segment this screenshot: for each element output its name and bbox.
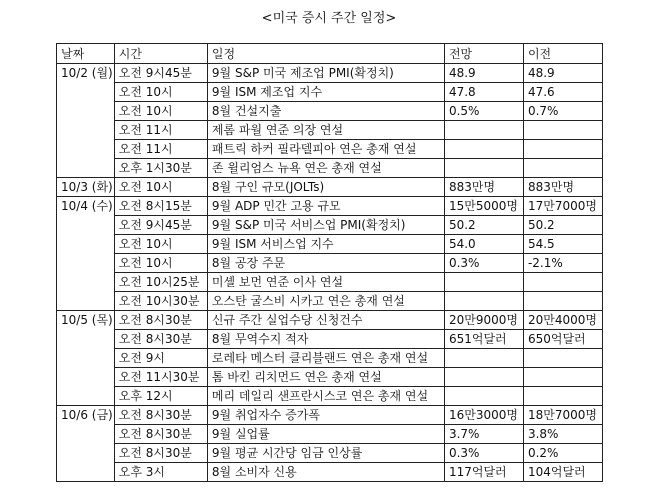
time-cell: 오후 1시30분 bbox=[114, 159, 207, 178]
time-cell: 오후 12시 bbox=[114, 387, 207, 406]
forecast-cell: 15만5000명 bbox=[444, 197, 523, 216]
time-cell: 오전 10시 bbox=[114, 254, 207, 273]
forecast-cell: 117억달러 bbox=[444, 463, 523, 482]
event-cell: 9월 ADP 민간 고용 규모 bbox=[207, 197, 444, 216]
forecast-cell: 651억달러 bbox=[444, 330, 523, 349]
header-forecast: 전망 bbox=[444, 44, 523, 64]
header-date: 날짜 bbox=[57, 44, 115, 64]
previous-cell bbox=[523, 159, 602, 178]
schedule-table bbox=[56, 43, 603, 482]
previous-cell bbox=[523, 292, 602, 311]
event-cell: 8월 건설지출 bbox=[207, 102, 444, 121]
previous-cell bbox=[523, 121, 602, 140]
table-row bbox=[57, 235, 603, 254]
event-cell: 8월 구인 규모(JOLTs) bbox=[207, 178, 444, 197]
time-cell: 오전 8시30분 bbox=[114, 406, 207, 425]
forecast-cell: 0.3% bbox=[444, 444, 523, 463]
event-cell: 9월 ISM 제조업 지수 bbox=[207, 83, 444, 102]
table-row bbox=[57, 349, 603, 368]
previous-cell: 18만7000명 bbox=[523, 406, 602, 425]
previous-cell: 104억달러 bbox=[523, 463, 602, 482]
event-cell: 9월 실업률 bbox=[207, 425, 444, 444]
date-cell: 10/2 (월) bbox=[57, 64, 115, 178]
event-cell: 9월 S&P 미국 제조업 PMI(확정치) bbox=[207, 64, 444, 83]
table-row bbox=[57, 64, 603, 83]
time-cell: 오전 8시15분 bbox=[114, 197, 207, 216]
table-row bbox=[57, 425, 603, 444]
table-row bbox=[57, 444, 603, 463]
time-cell: 오전 8시30분 bbox=[114, 330, 207, 349]
time-cell: 오전 9시45분 bbox=[114, 64, 207, 83]
previous-cell bbox=[523, 349, 602, 368]
forecast-cell: 50.2 bbox=[444, 216, 523, 235]
time-cell: 오전 10시 bbox=[114, 83, 207, 102]
event-cell: 제롬 파월 연준 의장 연설 bbox=[207, 121, 444, 140]
event-cell: 8월 공장 주문 bbox=[207, 254, 444, 273]
event-cell: 오스탄 굴스비 시카고 연은 총재 연설 bbox=[207, 292, 444, 311]
time-cell: 오전 10시25분 bbox=[114, 273, 207, 292]
table-row bbox=[57, 216, 603, 235]
event-cell: 9월 ISM 서비스업 지수 bbox=[207, 235, 444, 254]
table-row bbox=[57, 83, 603, 102]
forecast-cell bbox=[444, 387, 523, 406]
date-cell: 10/5 (목) bbox=[57, 311, 115, 406]
time-cell: 오전 11시 bbox=[114, 121, 207, 140]
event-cell: 9월 평균 시간당 임금 인상률 bbox=[207, 444, 444, 463]
time-cell: 오전 9시 bbox=[114, 349, 207, 368]
previous-cell: 54.5 bbox=[523, 235, 602, 254]
forecast-cell bbox=[444, 140, 523, 159]
previous-cell: 3.8% bbox=[523, 425, 602, 444]
previous-cell: 47.6 bbox=[523, 83, 602, 102]
table-row bbox=[57, 159, 603, 178]
event-cell: 8월 소비자 신용 bbox=[207, 463, 444, 482]
header-time: 시간 bbox=[114, 44, 207, 64]
previous-cell bbox=[523, 140, 602, 159]
table-row bbox=[57, 292, 603, 311]
event-cell: 존 윌리엄스 뉴욕 연은 총재 연설 bbox=[207, 159, 444, 178]
time-cell: 오전 10시 bbox=[114, 235, 207, 254]
event-cell: 로레타 메스터 클리블랜드 연은 총재 연설 bbox=[207, 349, 444, 368]
time-cell: 오전 10시 bbox=[114, 102, 207, 121]
previous-cell: 650억달러 bbox=[523, 330, 602, 349]
previous-cell: 48.9 bbox=[523, 64, 602, 83]
table-row bbox=[57, 178, 603, 197]
date-cell: 10/3 (화) bbox=[57, 178, 115, 197]
previous-cell bbox=[523, 368, 602, 387]
table-row bbox=[57, 102, 603, 121]
table-row bbox=[57, 368, 603, 387]
forecast-cell: 47.8 bbox=[444, 83, 523, 102]
forecast-cell bbox=[444, 121, 523, 140]
schedule-body bbox=[57, 64, 603, 482]
time-cell: 오전 8시30분 bbox=[114, 444, 207, 463]
time-cell: 오전 10시30분 bbox=[114, 292, 207, 311]
previous-cell: 0.2% bbox=[523, 444, 602, 463]
forecast-cell bbox=[444, 273, 523, 292]
time-cell: 오전 11시 bbox=[114, 140, 207, 159]
header-event: 일정 bbox=[207, 44, 444, 64]
table-row bbox=[57, 463, 603, 482]
event-cell: 미셸 보먼 연준 이사 연설 bbox=[207, 273, 444, 292]
event-cell: 9월 S&P 미국 서비스업 PMI(확정치) bbox=[207, 216, 444, 235]
forecast-cell bbox=[444, 368, 523, 387]
previous-cell: 50.2 bbox=[523, 216, 602, 235]
event-cell: 톰 바킨 리치먼드 연은 총재 연설 bbox=[207, 368, 444, 387]
time-cell: 오후 3시 bbox=[114, 463, 207, 482]
forecast-cell: 3.7% bbox=[444, 425, 523, 444]
header-row bbox=[57, 44, 603, 64]
table-row bbox=[57, 387, 603, 406]
forecast-cell: 0.5% bbox=[444, 102, 523, 121]
forecast-cell: 16만3000명 bbox=[444, 406, 523, 425]
forecast-cell: 54.0 bbox=[444, 235, 523, 254]
previous-cell bbox=[523, 273, 602, 292]
table-row bbox=[57, 330, 603, 349]
previous-cell: 0.7% bbox=[523, 102, 602, 121]
event-cell: 9월 취업자수 증가폭 bbox=[207, 406, 444, 425]
forecast-cell: 20만9000명 bbox=[444, 311, 523, 330]
forecast-cell bbox=[444, 349, 523, 368]
table-row bbox=[57, 140, 603, 159]
forecast-cell: 883만명 bbox=[444, 178, 523, 197]
forecast-cell bbox=[444, 292, 523, 311]
previous-cell: 17만7000명 bbox=[523, 197, 602, 216]
forecast-cell: 48.9 bbox=[444, 64, 523, 83]
time-cell: 오전 8시30분 bbox=[114, 425, 207, 444]
previous-cell: 20만4000명 bbox=[523, 311, 602, 330]
page-title: <미국 증시 주간 일정> bbox=[261, 11, 397, 26]
previous-cell: -2.1% bbox=[523, 254, 602, 273]
previous-cell: 883만명 bbox=[523, 178, 602, 197]
time-cell: 오전 11시30분 bbox=[114, 368, 207, 387]
date-cell: 10/4 (수) bbox=[57, 197, 115, 311]
event-cell: 신규 주간 실업수당 신청건수 bbox=[207, 311, 444, 330]
date-cell: 10/6 (금) bbox=[57, 406, 115, 482]
table-row bbox=[57, 273, 603, 292]
header-previous: 이전 bbox=[523, 44, 602, 64]
time-cell: 오전 9시45분 bbox=[114, 216, 207, 235]
event-cell: 메리 데일리 샌프란시스코 연은 총재 연설 bbox=[207, 387, 444, 406]
table-row bbox=[57, 121, 603, 140]
table-row bbox=[57, 311, 603, 330]
event-cell: 8월 무역수지 적자 bbox=[207, 330, 444, 349]
forecast-cell: 0.3% bbox=[444, 254, 523, 273]
table-row bbox=[57, 254, 603, 273]
table-row bbox=[57, 406, 603, 425]
time-cell: 오전 10시 bbox=[114, 178, 207, 197]
previous-cell bbox=[523, 387, 602, 406]
time-cell: 오전 8시30분 bbox=[114, 311, 207, 330]
event-cell: 패트릭 하커 필라델피아 연은 총재 연설 bbox=[207, 140, 444, 159]
table-row bbox=[57, 197, 603, 216]
forecast-cell bbox=[444, 159, 523, 178]
